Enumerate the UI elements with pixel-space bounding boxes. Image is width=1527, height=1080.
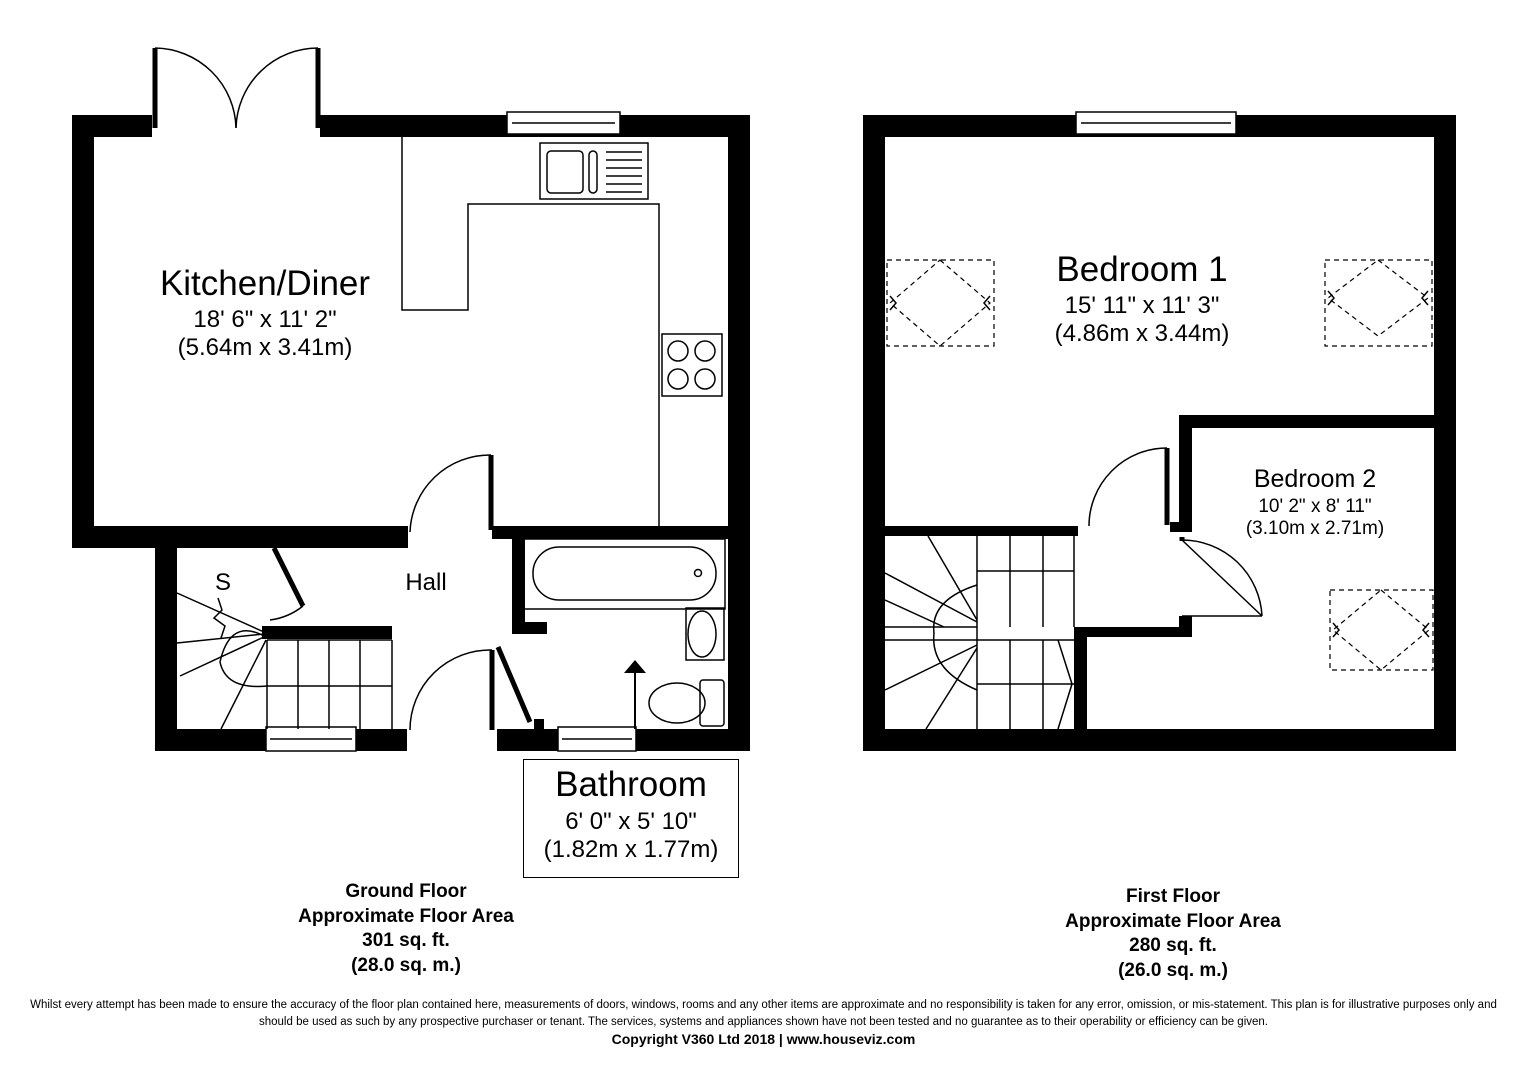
door bbox=[498, 647, 544, 731]
wall bbox=[863, 115, 885, 751]
rooflight-icon bbox=[887, 260, 994, 346]
room-name: Bathroom bbox=[555, 765, 707, 804]
wall bbox=[1170, 522, 1192, 532]
wall bbox=[1179, 415, 1192, 532]
wall bbox=[1080, 627, 1192, 637]
bathroom-label bbox=[523, 759, 739, 878]
first-floor-plan bbox=[863, 112, 1456, 751]
staircase bbox=[885, 536, 1074, 729]
room-size-imperial: 18' 6" x 11' 2" bbox=[193, 306, 337, 334]
sink-icon bbox=[540, 143, 648, 199]
room-size-imperial: 6' 0" x 5' 10" bbox=[565, 808, 697, 836]
hob-icon bbox=[662, 334, 722, 396]
staircase bbox=[177, 593, 392, 729]
wall bbox=[728, 115, 750, 751]
entrance-arrow-icon bbox=[624, 660, 646, 729]
wall bbox=[72, 526, 408, 548]
floor-title: First Floor bbox=[1126, 886, 1220, 907]
room-size-imperial: 10' 2" x 8' 11" bbox=[1258, 495, 1372, 517]
room-size-metric: (4.86m x 3.44m) bbox=[1054, 319, 1230, 347]
room-name: Hall bbox=[405, 569, 447, 596]
ground-floor-caption bbox=[256, 880, 556, 979]
wall bbox=[155, 526, 177, 751]
first-floor-caption bbox=[1023, 885, 1323, 984]
french-doors bbox=[155, 48, 318, 128]
door bbox=[1182, 537, 1262, 616]
room-name: Bedroom 2 bbox=[1253, 465, 1377, 493]
wall bbox=[1434, 115, 1456, 751]
rooflight-icon bbox=[1330, 590, 1433, 670]
floor-area-sqm: (26.0 sq. m.) bbox=[1118, 960, 1228, 982]
door bbox=[1089, 448, 1167, 526]
copyright-text: Copyright V360 Ltd 2018 | www.houseviz.com bbox=[611, 1031, 916, 1047]
wall bbox=[492, 526, 750, 539]
floor-subtitle: Approximate Floor Area bbox=[298, 905, 514, 927]
hall-label bbox=[386, 569, 466, 597]
toilet-icon bbox=[649, 680, 724, 726]
wall bbox=[262, 626, 392, 639]
room-size-metric: (3.10m x 2.71m) bbox=[1245, 517, 1385, 539]
bedroom-2-label bbox=[1210, 465, 1420, 539]
floor-title: Ground Floor bbox=[345, 881, 467, 902]
floor-area-sqft: 301 sq. ft. bbox=[362, 930, 450, 952]
kitchen-worktop bbox=[402, 137, 659, 526]
bath-icon bbox=[524, 539, 725, 609]
ground-floor-plan bbox=[72, 48, 750, 751]
room-size-imperial: 15' 11" x 11' 3" bbox=[1064, 292, 1220, 320]
wall bbox=[72, 115, 94, 548]
wall bbox=[1179, 415, 1456, 428]
rooflight-icon bbox=[1325, 260, 1432, 346]
wall bbox=[512, 526, 525, 634]
door bbox=[410, 650, 492, 730]
door bbox=[410, 455, 491, 532]
wall bbox=[512, 622, 547, 634]
store-label bbox=[205, 569, 241, 597]
kitchen-diner-label bbox=[135, 264, 395, 361]
floor-area-sqft: 280 sq. ft. bbox=[1129, 935, 1217, 957]
room-name: S bbox=[214, 569, 231, 596]
washbasin-icon bbox=[686, 608, 724, 660]
disclaimer-text: Whilst every attempt has been made to ensure the accuracy of the floor plan contained here, measurements of doors, windows, rooms and any other items are approximate and no responsibility is taken for any error, omission, or mis-statement. This plan is for illustrative purposes only and should be used as such by any prospective purchaser or tenant. The services, systems and appliances shown have not been tested and no guarantee as to their operability or efficiency can be given. bbox=[30, 999, 1497, 1028]
bedroom-1-label bbox=[1012, 250, 1272, 347]
wall bbox=[1074, 627, 1087, 751]
floor-area-sqm: (28.0 sq. m.) bbox=[351, 955, 461, 977]
door bbox=[270, 537, 303, 620]
room-size-metric: (5.64m x 3.41m) bbox=[177, 333, 353, 361]
floor-subtitle: Approximate Floor Area bbox=[1065, 910, 1281, 932]
room-name: Bedroom 1 bbox=[1056, 250, 1228, 289]
room-size-metric: (1.82m x 1.77m) bbox=[543, 835, 719, 863]
wall bbox=[863, 729, 1456, 751]
room-name: Kitchen/Diner bbox=[159, 264, 371, 303]
wall bbox=[885, 526, 1078, 536]
